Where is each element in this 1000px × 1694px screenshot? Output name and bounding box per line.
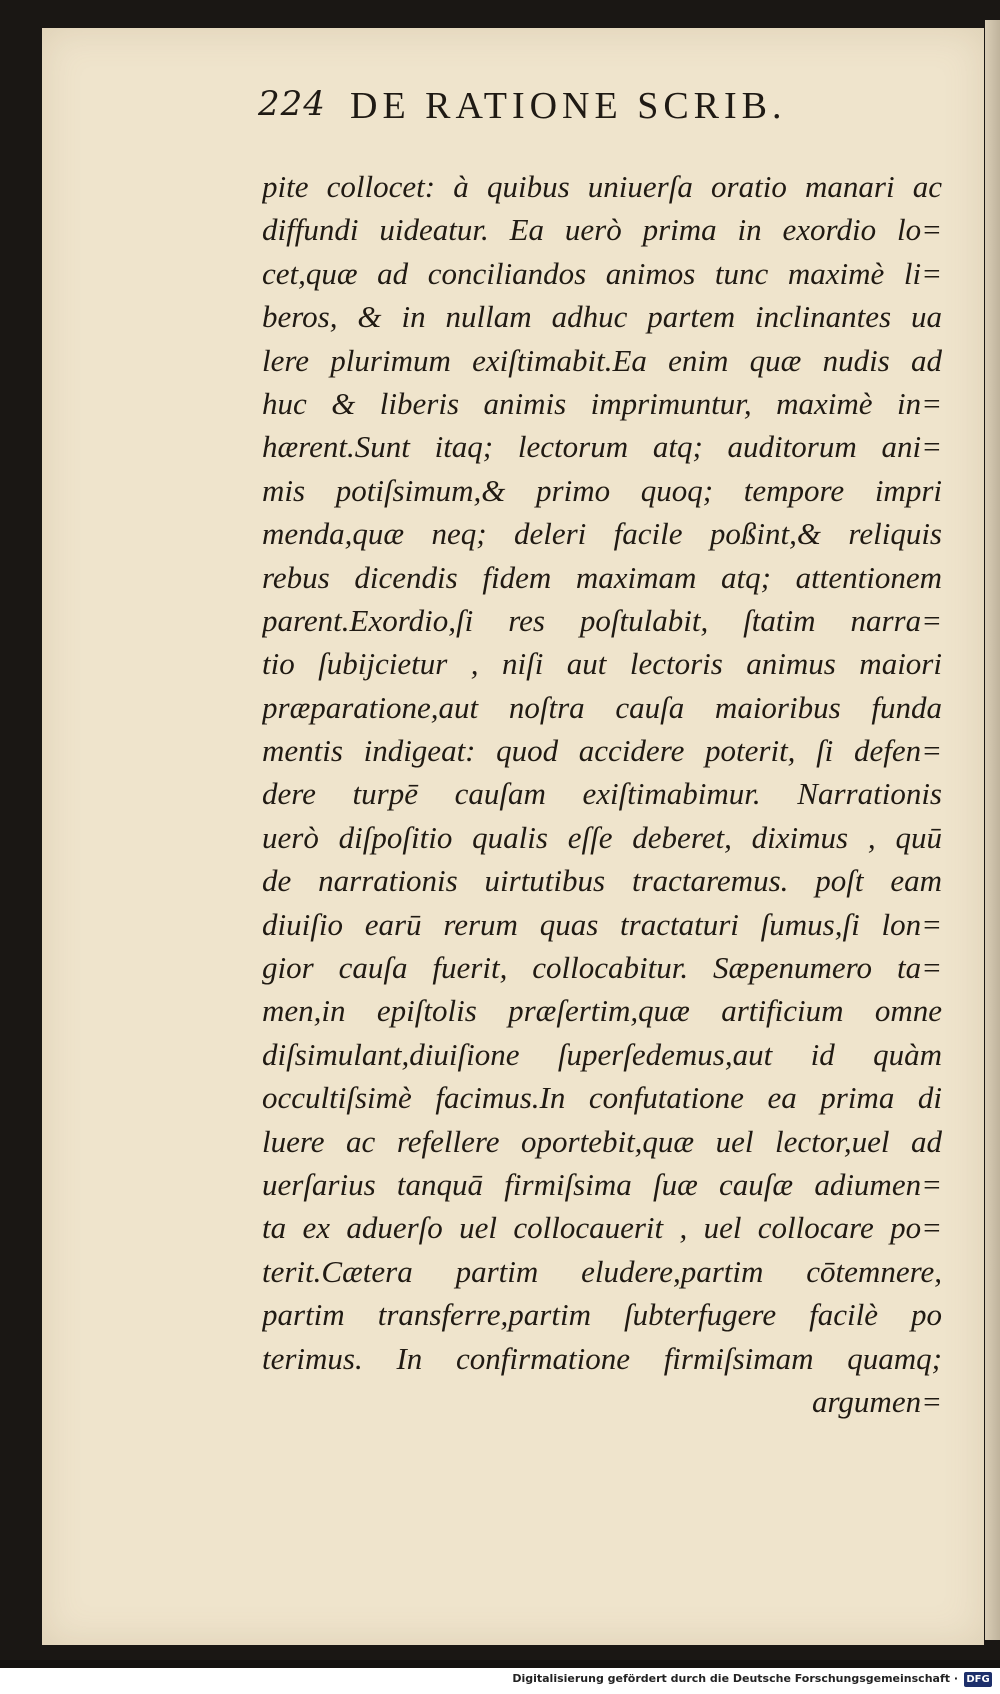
catchword: argumen= — [812, 1383, 942, 1419]
text-line: partim transferre,partim ſubterfugere facilè po — [262, 1297, 942, 1333]
text-line: pite collocet: à quibus uniuerſa oratio manari ac — [262, 169, 942, 204]
text-line: hærent.Sunt itaq; lectorum atq; auditorum ani= — [262, 429, 942, 465]
text-line: men,in epiſtolis præſertim,quæ artificium omne — [262, 993, 942, 1029]
text-line: rebus dicendis fidem maximam atq; attentionem — [262, 559, 942, 595]
text-line: beros, & in nullam adhuc partem inclinantes ua — [262, 299, 942, 335]
text-line: terimus. In confirmatione firmiſsimam quamq; — [262, 1340, 942, 1376]
text-line: diffundi uideatur. Ea uerò prima in exordio lo= — [262, 212, 942, 248]
text-line: mentis indigeat: quod accidere poterit, ſi defen= — [262, 733, 942, 769]
text-line: uerſarius tanquā firmiſsima ſuæ cauſæ adiumen= — [262, 1166, 942, 1202]
text-line: ta ex aduerſo uel collocauerit , uel collocare po= — [262, 1210, 942, 1246]
text-line: diuiſio earū rerum quas tractaturi ſumus,ſi lon= — [262, 906, 942, 942]
text-line: huc & liberis animis imprimuntur, maximè in= — [262, 385, 942, 421]
page-edge — [985, 20, 1000, 1640]
footer-bar — [0, 1668, 1000, 1694]
text-line: dere turpē cauſam exiſtimabimur. Narrationis — [262, 776, 942, 812]
text-line: terit.Cætera partim eludere,partim cōtemnere, — [262, 1253, 942, 1289]
text-line: gior cauſa fuerit, collocabitur. Sæpenumero ta= — [262, 950, 942, 986]
page-number: 224 — [258, 84, 326, 124]
text-line: de narrationis uirtutibus tractaremus. poſt eam — [262, 863, 942, 899]
body-text — [262, 165, 942, 1423]
text-line: uerò diſpoſitio qualis eſſe deberet, diximus , quū — [262, 819, 942, 855]
text-line: mis potiſsimum,& primo quoq; tempore impri — [262, 472, 942, 508]
page-header — [258, 84, 858, 134]
text-line: lere plurimum exiſtimabit.Ea enim quæ nudis ad — [262, 342, 942, 378]
dfg-logo: DFG — [964, 1672, 992, 1687]
running-head: DE RATIONE SCRIB. — [350, 85, 787, 127]
text-line: occultiſsimè facimus.In confutatione ea prima di — [262, 1080, 942, 1116]
text-line: tio ſubijcietur , niſi aut lectoris animus maiori — [262, 646, 942, 682]
text-line: parent.Exordio,ſi res poſtulabit, ſtatim narra= — [262, 602, 942, 638]
funding-note: Digitalisierung gefördert durch die Deutsche Forschungsgemeinschaft · — [512, 1672, 958, 1685]
text-line: diſsimulant,diuiſione ſuperſedemus,aut id quàm — [262, 1036, 942, 1072]
text-line: luere ac refellere oportebit,quæ uel lector,uel ad — [262, 1123, 942, 1159]
text-line: præparatione,aut noſtra cauſa maioribus funda — [262, 689, 942, 725]
text-line: menda,quæ neq; deleri facile poßint,& reliquis — [262, 516, 942, 552]
text-line: cet,quæ ad conciliandos animos tunc maximè li= — [262, 255, 942, 291]
